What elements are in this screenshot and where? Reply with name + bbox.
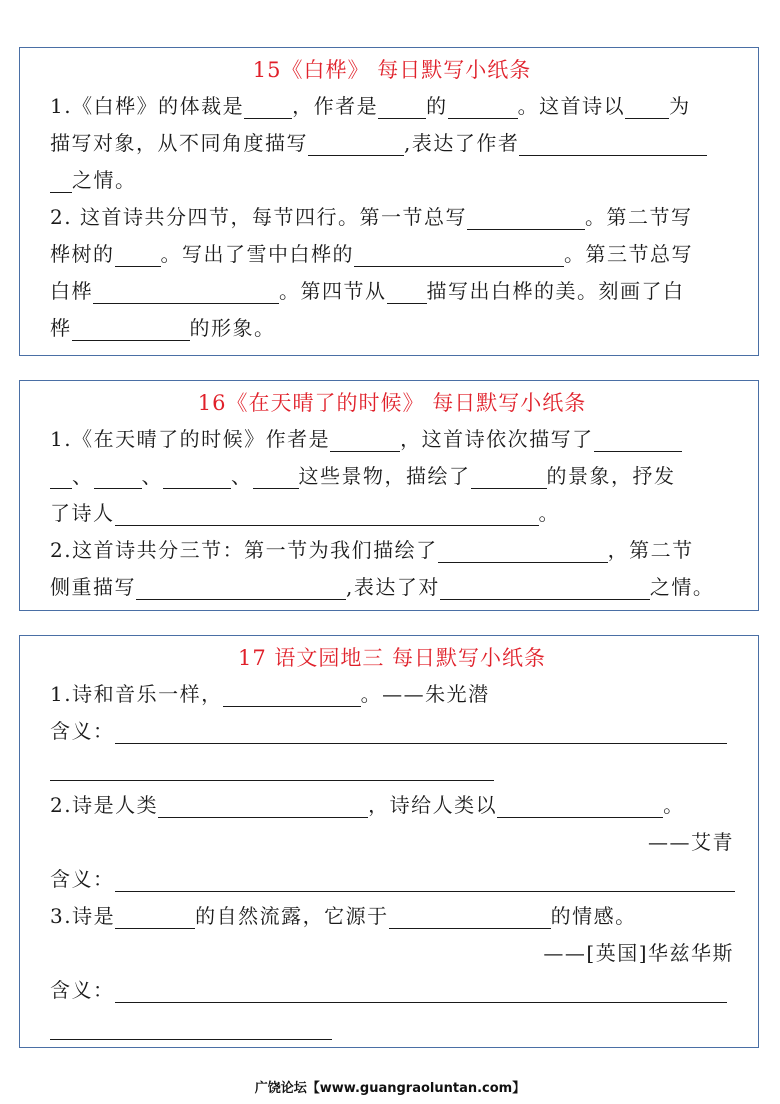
answer-blank[interactable]	[308, 131, 404, 156]
text-line: 1.诗和音乐一样， 。——朱光潜	[50, 682, 490, 706]
answer-blank[interactable]	[223, 682, 361, 707]
answer-blank[interactable]	[497, 793, 663, 818]
answer-blank[interactable]	[389, 904, 551, 929]
answer-blank[interactable]	[354, 242, 564, 267]
text-line: 2.这首诗共分三节：第一节为我们描绘了 ，第二节	[50, 538, 694, 562]
answer-blank[interactable]	[244, 94, 292, 119]
text-line: 侧重描写 ,表达了对 之情。	[50, 575, 715, 599]
text-line: 2. 这首诗共分四节，每节四行。第一节总写 。第二节写	[50, 205, 693, 229]
answer-blank[interactable]	[467, 205, 585, 230]
text-line	[50, 935, 734, 972]
answer-blank[interactable]	[93, 279, 279, 304]
quote-author: ——[英国]华兹华斯	[543, 941, 734, 965]
text-line: 描写对象，从不同角度描写 ,表达了作者	[50, 125, 734, 162]
answer-blank[interactable]	[50, 756, 494, 781]
answer-blank[interactable]	[519, 131, 707, 156]
card-title: 15《白桦》 每日默写小纸条	[252, 58, 532, 82]
text-line: 、 、 、 这些景物，描绘了 的景象，抒发	[50, 458, 734, 495]
answer-blank[interactable]	[471, 464, 547, 489]
answer-blank[interactable]	[94, 464, 142, 489]
answer-blank[interactable]	[115, 867, 735, 892]
answer-blank[interactable]	[625, 94, 669, 119]
answer-blank[interactable]	[387, 279, 427, 304]
answer-blank[interactable]	[115, 501, 539, 526]
card-title: 17 语文园地三 每日默写小纸条	[237, 646, 547, 670]
answer-blank[interactable]	[115, 978, 727, 1003]
answer-blank[interactable]	[115, 904, 195, 929]
answer-blank[interactable]	[448, 94, 518, 119]
answer-blank[interactable]	[163, 464, 231, 489]
answer-blank[interactable]	[50, 1015, 332, 1040]
text-line	[50, 1009, 734, 1046]
worksheet-card-16	[19, 380, 759, 611]
text-line: 3.诗是 的自然流露，它源于 的情感。	[50, 904, 637, 928]
text-line: 2.诗是人类 ，诗给人类以 。	[50, 793, 685, 817]
text-line: 含义：	[50, 713, 734, 750]
text-line: 1.《白桦》的体裁是 ，作者是 的 。这首诗以 为	[50, 94, 691, 118]
text-line: 白桦 。第四节从 描写出白桦的美。刻画了白	[50, 279, 685, 303]
answer-blank[interactable]	[378, 94, 426, 119]
text-line: 之情。	[50, 162, 734, 199]
answer-blank[interactable]	[158, 793, 368, 818]
answer-blank[interactable]	[136, 575, 346, 600]
text-line: 含义：	[50, 972, 734, 1009]
answer-blank[interactable]	[115, 719, 727, 744]
answer-blank[interactable]	[50, 168, 72, 193]
answer-blank[interactable]	[330, 427, 400, 452]
worksheet-card-17	[19, 635, 759, 1048]
footer-source: 广饶论坛【www.guangraoluntan.com】	[254, 1081, 526, 1096]
answer-blank[interactable]	[594, 427, 682, 452]
text-line: 桦 的形象。	[50, 316, 276, 340]
text-line	[50, 750, 734, 787]
answer-blank[interactable]	[72, 316, 190, 341]
answer-blank[interactable]	[438, 538, 608, 563]
text-line: 了诗人 。	[50, 501, 560, 525]
answer-blank[interactable]	[440, 575, 650, 600]
card-title: 16《在天晴了的时候》 每日默写小纸条	[197, 391, 587, 415]
quote-author: ——艾青	[648, 830, 734, 854]
answer-blank[interactable]	[253, 464, 299, 489]
answer-blank[interactable]	[50, 464, 72, 489]
text-line: 1.《在天晴了的时候》作者是 ，这首诗依次描写了	[50, 421, 734, 458]
text-line: 桦树的 。写出了雪中白桦的 。第三节总写	[50, 242, 693, 266]
text-line: 含义：	[50, 861, 734, 898]
answer-blank[interactable]	[115, 242, 161, 267]
worksheet-card-15	[19, 47, 759, 356]
text-line	[50, 824, 734, 861]
